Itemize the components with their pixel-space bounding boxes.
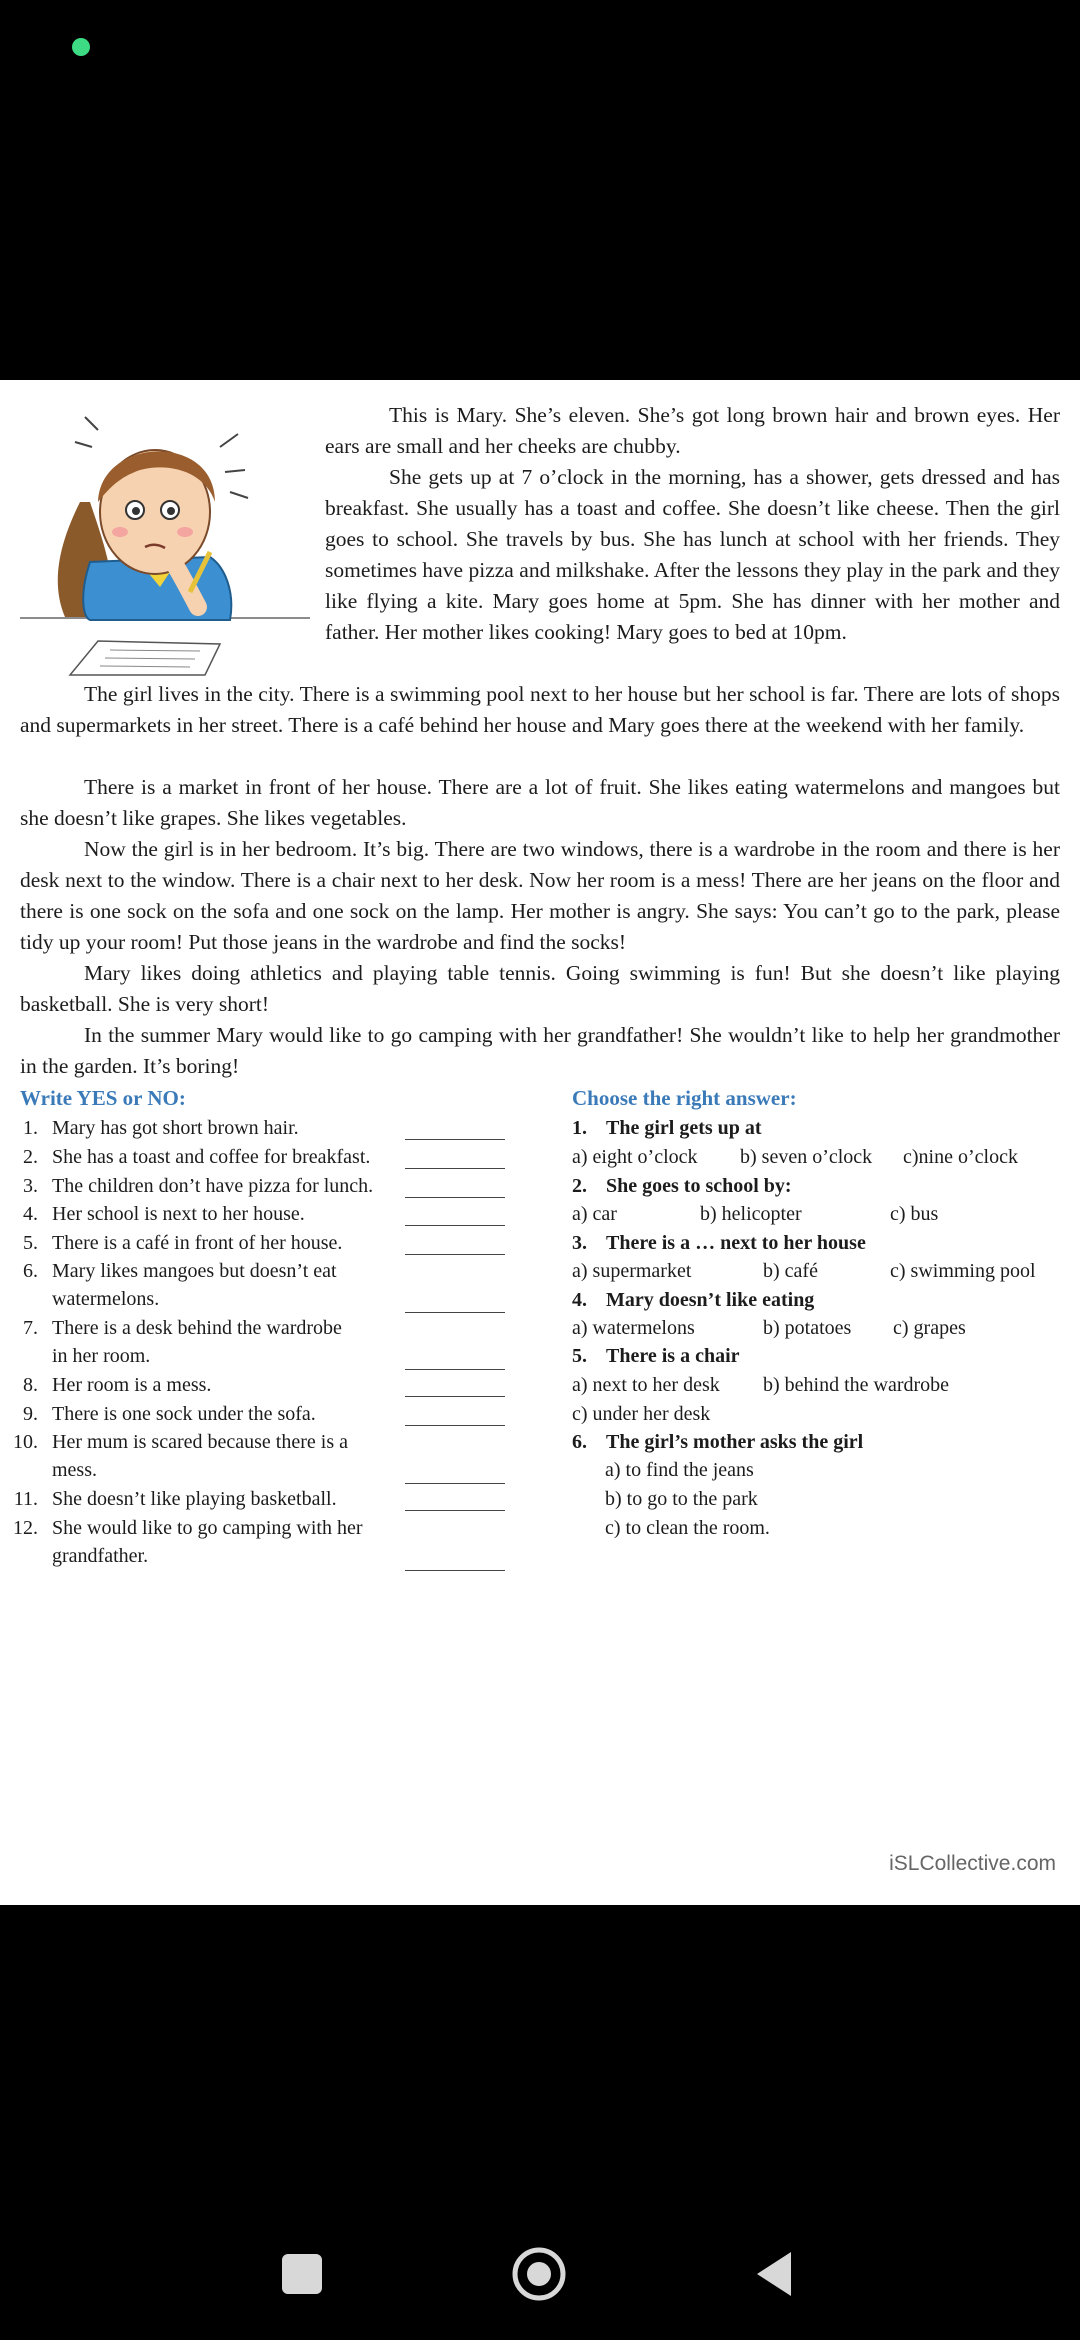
option-c[interactable]: c) to clean the room.: [605, 1517, 770, 1539]
option-b[interactable]: b) behind the wardrobe: [763, 1374, 950, 1396]
answer-blank[interactable]: [405, 1254, 505, 1255]
answer-blank[interactable]: [405, 1570, 505, 1571]
reading-paragraph-2: She gets up at 7 o’clock in the morning, has a shower, gets dressed and has breakfast. She usually has a toast and coffee. She doesn’t like cheese. Then the girl goes to school. She travels by bus. She has lunch at school with her friends. They sometimes have pizza and milkshake. After the lessons they play in the park and they like flying a kite. Mary goes home at 5pm. She has dinner with her mother and father. Her mother likes cooking! Mary goes to bed at 10pm.: [325, 465, 1060, 644]
answer-blank[interactable]: [405, 1139, 505, 1140]
option-a[interactable]: a) eight o’clock: [572, 1146, 698, 1168]
option-c[interactable]: c) grapes: [893, 1317, 966, 1339]
option-c[interactable]: c) bus: [890, 1203, 939, 1225]
girl-thinking-illustration: [20, 392, 320, 682]
option-a[interactable]: a) car: [572, 1203, 617, 1225]
back-button[interactable]: [755, 2250, 795, 2298]
option-a[interactable]: a) next to her desk: [572, 1374, 720, 1396]
reading-paragraph-5: Now the girl is in her bedroom. It’s big. There are two windows, there is a wardrobe in the room and there is her desk next to the window. There is a chair next to her desk. Now her room is a mess! There are her jeans on the floor and there is one sock on the sofa and one sock on the lamp. Her mother is angry. She says: You can’t go to the park, please tidy up your room! Put those jeans in the wardrobe and find the socks!: [20, 837, 1060, 954]
answer-blank[interactable]: [405, 1225, 505, 1226]
answer-blank[interactable]: [405, 1369, 505, 1370]
option-c[interactable]: c) under her desk: [572, 1403, 711, 1425]
option-b[interactable]: b) seven o’clock: [740, 1146, 873, 1168]
answer-blank[interactable]: [405, 1483, 505, 1484]
worksheet-image: This is Mary. She’s eleven. She’s got long brown hair and brown eyes. Her ears are small and her cheeks are chubby. She gets up at 7 o’clock in the morning, has a shower, gets dressed and has breakfast. She usually has a toast and coffee. She doesn’t like cheese. Then the girl goes to school. She travels by bus. She has lunch at school with her friends. They sometimes have pizza and milkshake. After the lessons they play in the park and they like flying a kite. Mary goes home at 5pm. She has dinner with her mother and father. Her mother likes cooking! Mary goes to bed at 10pm. The girl lives in the city. There is a swimming pool next to her house but her school is far. There are lots of shops and supermarkets in her street. There is a café behind her house and Mary goes there at the weekend with her family. There is a market in front of her house. There are a lot of fruit. She likes eating watermelons and mangoes but she doesn’t like grapes. She likes vegetables. Now the girl is in her bedroom. It’s big. There are two windows, there is a wardrobe in the room and there is her desk next to the window. There is a chair next to her desk. Now her room is a mess! There are her jeans on the floor and there is one sock on the sofa and one sock on the lamp. Her mother is angry. She says: You can’t go to the park, please tidy up your room! Put those jeans in the wardrobe and find the socks! Mary likes doing athletics and playing table tennis. Going swimming is fun! But she doesn’t like playing basketball. She is very short! In the summer Mary would like to go camping with her grandfather! She wouldn’t like to help her grandmother in the garden. It’s boring! Write YES or NO: 1. Mary has got short brown hair. 2. She has a toast and coffee for breakfast. 3. The children don’t have pizza for lunch. 4. Her school is next to her house. 5. There is a café in front of her house. 6. Mary likes mangoes but doesn’t eat watermelons. 7. There is a desk behind the wardrobe in her room. 8. Her room is a mess. 9. There is one sock under the sofa. 10. Her mum is scared because there is a mess. 11. She doesn’t like playing basketball. 12. She would like to go camping with her grandfather. Choose the right answer: 1. The girl gets up at a) eight o’clock b) seven o’clock c)nine o’clock 2. She goes to school by: a) car b) helicopter c) bus 3. There is a … next to her house a) supermarket b) café c) swimming pool 4. Mary doesn’t like eating a) watermelons b) potatoes c) grapes 5. There is a chair a) next to her desk b) behind the wardrobe c) under her desk 6. The girl’s mother asks the girl a) to find the jeans b) to go to the park c) to clean the room. iSLCollective.com: [0, 380, 1080, 1905]
option-b[interactable]: b) potatoes: [763, 1317, 852, 1339]
answer-blank[interactable]: [405, 1197, 505, 1198]
reading-paragraph-1: This is Mary. She’s eleven. She’s got long brown hair and brown eyes. Her ears are small and her cheeks are chubby.: [325, 403, 1060, 458]
reading-paragraph-7: In the summer Mary would like to go camping with her grandfather! She wouldn’t like to help her grandmother in the garden. It’s boring!: [20, 1023, 1060, 1078]
option-a[interactable]: a) to find the jeans: [605, 1459, 754, 1481]
recent-apps-button[interactable]: [282, 2254, 322, 2294]
option-b[interactable]: b) to go to the park: [605, 1488, 758, 1510]
reading-paragraph-3: The girl lives in the city. There is a swimming pool next to her house but her school is far. There are lots of shops and supermarkets in her street. There is a café behind her house and Mary goes there at the weekend with her family.: [20, 682, 1060, 737]
answer-blank[interactable]: [405, 1396, 505, 1397]
home-button[interactable]: [511, 2246, 567, 2302]
answer-blank[interactable]: [405, 1312, 505, 1313]
answer-blank[interactable]: [405, 1168, 505, 1169]
watermark: iSLCollective.com: [889, 1852, 1056, 1875]
option-b[interactable]: b) helicopter: [700, 1203, 802, 1225]
answer-blank[interactable]: [405, 1425, 505, 1426]
option-a[interactable]: a) supermarket: [572, 1260, 692, 1282]
option-c[interactable]: c)nine o’clock: [903, 1146, 1018, 1168]
status-indicator-dot: [72, 38, 90, 56]
option-b[interactable]: b) café: [763, 1260, 818, 1282]
reading-paragraph-4: There is a market in front of her house. There are a lot of fruit. She likes eating watermelons and mangoes but she doesn’t like grapes. She likes vegetables.: [20, 775, 1060, 830]
yes-no-heading: Write YES or NO:: [20, 1086, 186, 1110]
option-a[interactable]: a) watermelons: [572, 1317, 695, 1339]
reading-paragraph-6: Mary likes doing athletics and playing table tennis. Going swimming is fun! But she doesn’t like playing basketball. She is very short!: [20, 961, 1060, 1016]
answer-blank[interactable]: [405, 1510, 505, 1511]
option-c[interactable]: c) swimming pool: [890, 1260, 1036, 1282]
choose-heading: Choose the right answer:: [572, 1086, 797, 1110]
